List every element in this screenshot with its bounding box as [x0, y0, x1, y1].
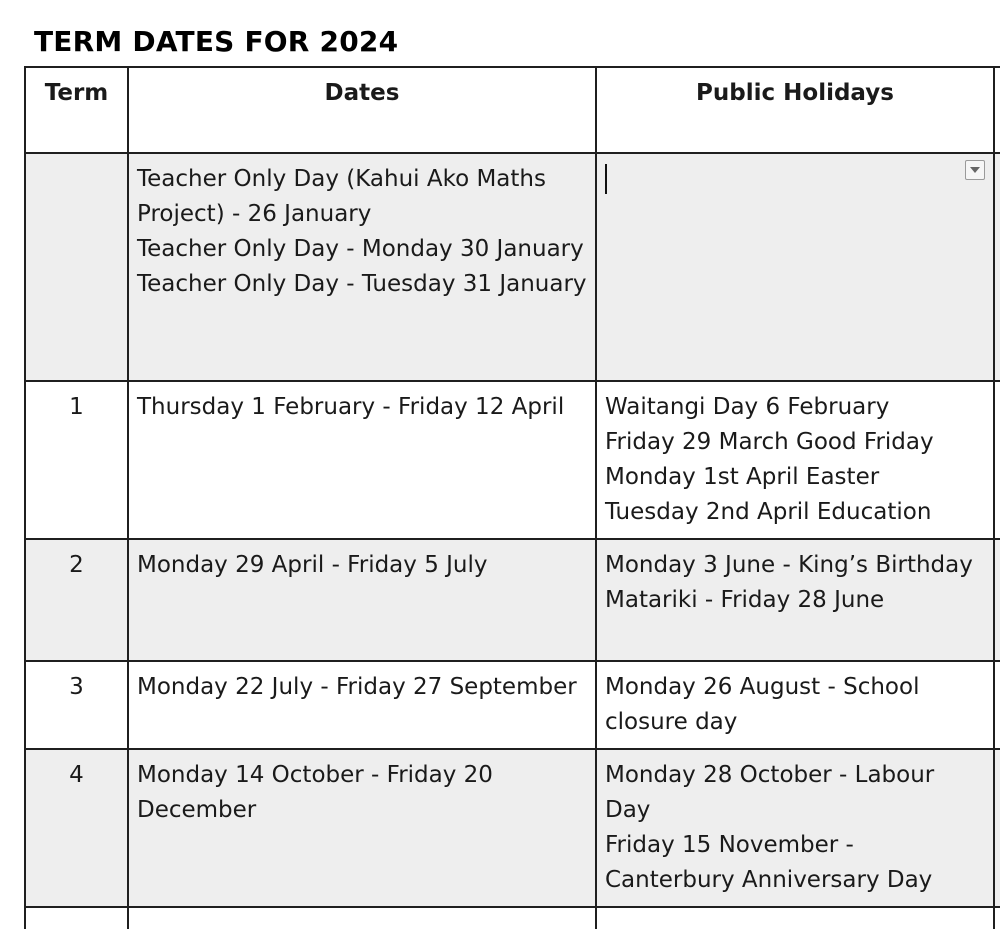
dates-cell[interactable]	[128, 907, 596, 929]
table-row-partial	[25, 907, 1000, 929]
extra-cell[interactable]	[994, 749, 1000, 907]
date-line: Thursday 1 February - Friday 12 April	[137, 394, 565, 420]
holidays-cell[interactable]	[596, 539, 994, 661]
holiday-line: Monday 28 October - Labour Day	[605, 762, 935, 823]
date-line: Teacher Only Day - Tuesday 31 January	[137, 271, 587, 297]
holidays-cell[interactable]	[596, 907, 994, 929]
date-line: Monday 14 October - Friday 20 December	[137, 762, 493, 823]
holiday-line: Waitangi Day 6 February	[605, 394, 890, 420]
header-term[interactable]: Term	[25, 67, 128, 153]
term-cell[interactable]: 3	[25, 661, 128, 749]
term-cell[interactable]: 4	[25, 749, 128, 907]
date-line: Teacher Only Day - Monday 30 January	[137, 236, 584, 262]
extra-cell[interactable]	[994, 661, 1000, 749]
extra-cell[interactable]	[994, 907, 1000, 929]
text-cursor	[605, 164, 607, 194]
extra-cell[interactable]	[994, 539, 1000, 661]
holiday-line: Monday 3 June - King’s Birthday	[605, 552, 973, 578]
cell-dropdown-icon[interactable]	[965, 160, 985, 180]
table-row	[25, 153, 1000, 381]
dates-cell[interactable]	[128, 749, 596, 907]
holiday-line: Tuesday 2nd April Education	[605, 499, 932, 525]
holidays-cell-active[interactable]	[596, 153, 994, 381]
holidays-cell[interactable]	[596, 381, 994, 539]
date-line: Teacher Only Day (Kahui Ako Maths Project) - 26 January	[137, 166, 546, 227]
header-public-holidays[interactable]: Public Holidays	[596, 67, 994, 153]
page-title: TERM DATES FOR 2024	[34, 25, 399, 58]
holiday-line: Matariki - Friday 28 June	[605, 587, 885, 613]
extra-cell[interactable]	[994, 381, 1000, 539]
dates-cell[interactable]	[128, 381, 596, 539]
extra-cell[interactable]	[994, 153, 1000, 381]
term-cell[interactable]	[25, 907, 128, 929]
dates-cell[interactable]	[128, 153, 596, 381]
dates-cell[interactable]	[128, 661, 596, 749]
table-row	[25, 749, 1000, 907]
holidays-cell[interactable]	[596, 661, 994, 749]
holiday-line: Monday 26 August - School closure day	[605, 674, 920, 735]
term-cell[interactable]	[25, 153, 128, 381]
term-cell[interactable]: 2	[25, 539, 128, 661]
header-dates[interactable]: Dates	[128, 67, 596, 153]
term-dates-table-wrapper	[24, 66, 1000, 929]
table-row	[25, 381, 1000, 539]
term-cell[interactable]: 1	[25, 381, 128, 539]
table-row	[25, 661, 1000, 749]
table-row	[25, 539, 1000, 661]
holiday-line: Monday 1st April Easter	[605, 464, 880, 490]
holiday-line: Friday 15 November - Canterbury Anniversary Day	[605, 832, 933, 893]
dates-cell[interactable]	[128, 539, 596, 661]
holiday-line: Friday 29 March Good Friday	[605, 429, 934, 455]
header-extra[interactable]	[994, 67, 1000, 153]
holidays-cell[interactable]	[596, 749, 994, 907]
header-row	[25, 67, 1000, 153]
date-line: Monday 22 July - Friday 27 September	[137, 674, 577, 700]
term-dates-table	[24, 66, 1000, 929]
date-line: Monday 29 April - Friday 5 July	[137, 552, 488, 578]
